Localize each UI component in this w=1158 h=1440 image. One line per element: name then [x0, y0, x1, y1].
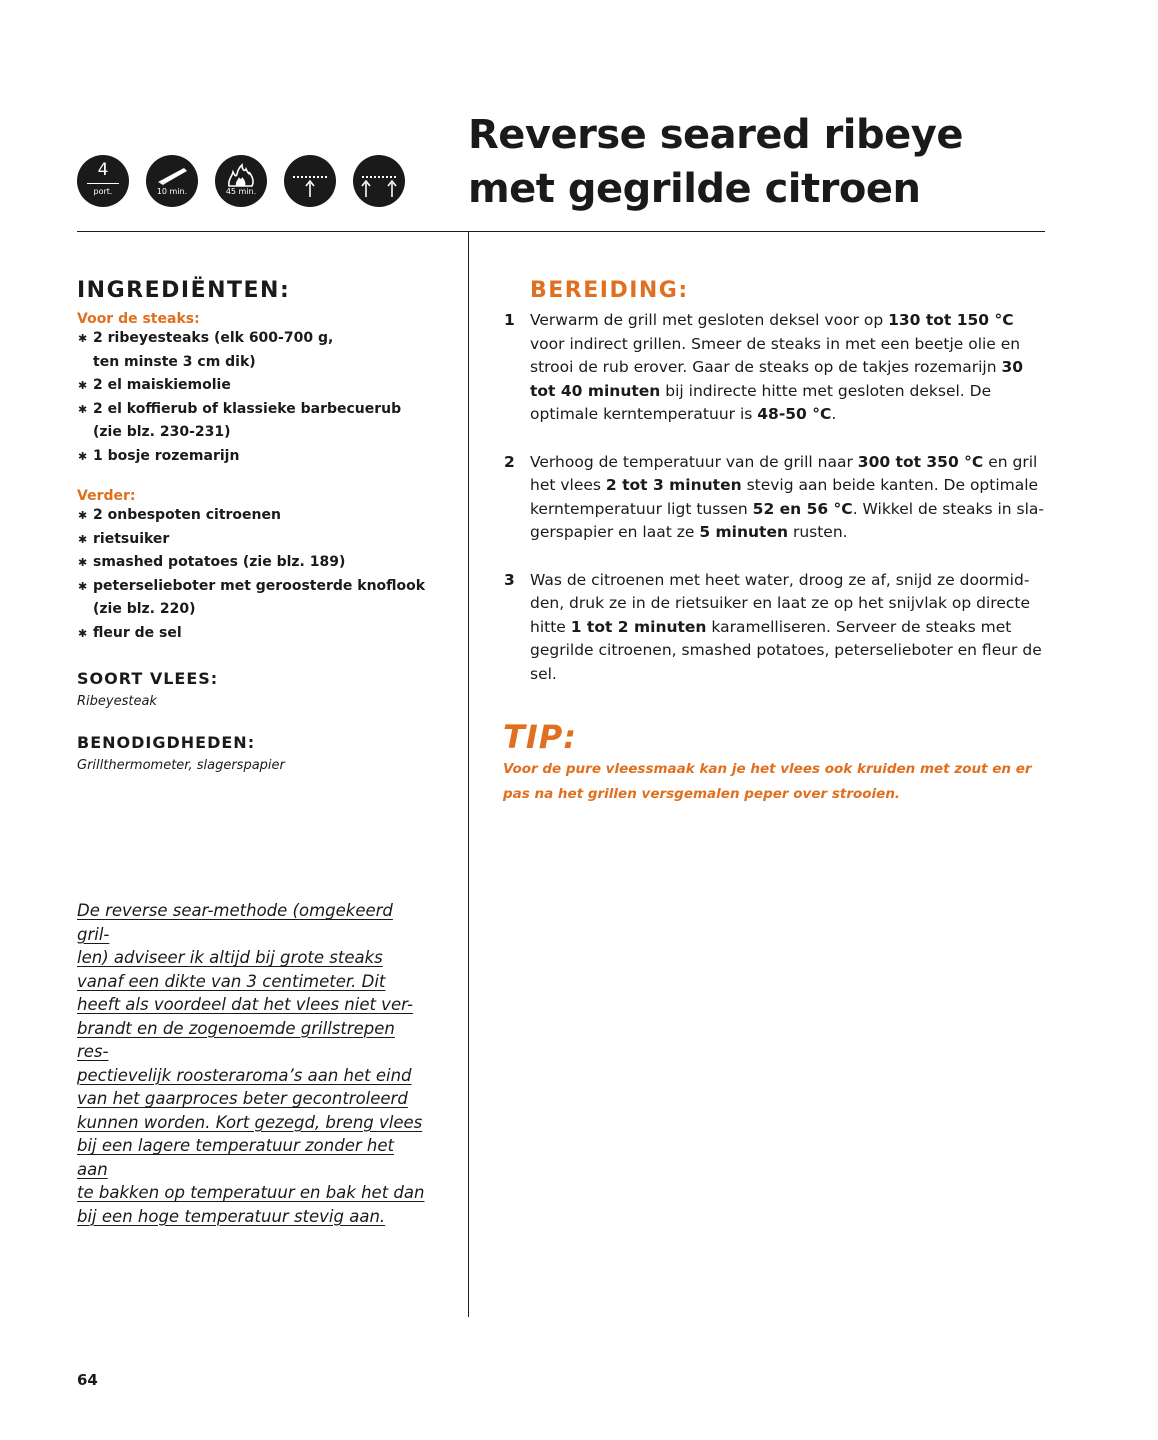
step-run: .	[831, 405, 837, 423]
knife-icon	[146, 155, 198, 207]
ingredients-group1-title: Voor de steaks:	[77, 311, 200, 327]
handwritten-note	[77, 899, 427, 1228]
step-text	[530, 453, 1044, 542]
note-line: pectievelijk roosteraroma’s aan het eind	[77, 1065, 412, 1085]
note-line: heeft als voordeel dat het vlees niet ver-	[77, 995, 413, 1014]
step-run: en gril het vlees	[530, 452, 1038, 494]
left-column	[77, 278, 447, 773]
ingredients-group2-title: Verder:	[77, 488, 136, 504]
note-line: bij een hoge temperatuur stevig aan.	[77, 1206, 386, 1226]
step-run: Verhoog de temperatuur van de grill naar	[530, 452, 858, 471]
ingredient-item: ✱ 2 el koffierub of klassieke barbecuerub (zie blz. 230-231)	[78, 400, 402, 440]
step-emphasis: 52 en 56 °C	[752, 499, 853, 518]
note-line: len) adviseer ik altijd bij grote steaks	[77, 948, 383, 967]
preparation-step	[500, 309, 1045, 427]
recipe-title	[468, 108, 1088, 216]
step-emphasis: 2 tot 3 minuten	[605, 476, 742, 494]
meat-value: Ribeyesteak	[77, 694, 157, 709]
direct-heat-icon	[353, 155, 405, 207]
step-number: 2	[504, 452, 515, 471]
step-emphasis: 300 tot 350 °C	[857, 452, 984, 471]
step-run: karamelliseren. Serveer de steaks met gegrilde citroenen, smashed potatoes, peterselieboter en fleur de sel.	[530, 617, 1042, 683]
preparation-heading: BEREIDING:	[530, 278, 689, 303]
portions-value: 4	[97, 160, 109, 180]
ingredient-item: ✱ rietsuiker	[78, 530, 170, 547]
step-number: 3	[504, 570, 515, 589]
portions-icon	[77, 155, 129, 207]
note-line: brandt en de zogenoemde grillstrepen res-	[77, 1018, 395, 1061]
ingredient-item: ✱ 2 onbespoten citroenen	[78, 507, 281, 523]
ingredients-heading: INGREDIËNTEN:	[77, 278, 291, 303]
note-line: te bakken op temperatuur en bak het dan	[77, 1183, 425, 1202]
page-number: 64	[77, 1371, 98, 1389]
step-run: Was de citroenen met heet water, droog ze af, snijd ze doormidden, druk ze in de rietsuiker en laat ze op het snijvlak op directe hitte	[530, 570, 1031, 636]
preparation-step	[500, 569, 1045, 687]
portions-label: port.	[93, 187, 113, 196]
equipment-heading: BENODIGDHEDEN:	[77, 733, 256, 752]
note-line: bij een lagere temperatuur zonder het aan	[77, 1136, 394, 1179]
preparation-step	[500, 451, 1045, 545]
step-run: rusten.	[788, 523, 848, 541]
tip-heading: TIP:	[503, 718, 577, 756]
step-run: voor indirect grillen. Smeer de steaks in met een beetje olie en strooi de rub erover. Gaar de steaks op de takjes rozemarijn	[530, 334, 1021, 376]
title-line-2: met gegrilde citroen	[468, 166, 921, 212]
right-column	[500, 278, 1045, 686]
ingredient-item: ✱ fleur de sel	[78, 624, 182, 641]
step-emphasis: 48-50 °C	[757, 405, 832, 423]
step-text	[530, 571, 1042, 683]
prep-time: 10 min.	[156, 187, 188, 196]
header-divider	[77, 231, 1045, 232]
step-number: 1	[504, 311, 515, 329]
note-line: kunnen worden. Kort gezegd, breng vlees	[77, 1112, 423, 1132]
cook-time: 45 min.	[225, 187, 257, 196]
step-emphasis: 1 tot 2 minuten	[570, 617, 707, 636]
step-emphasis: 130 tot 150 °C	[888, 311, 1014, 329]
flame-icon	[215, 155, 267, 207]
indirect-heat-icon	[284, 155, 336, 207]
recipe-icons	[77, 155, 405, 207]
step-run: stevig aan beide kanten. De optimale kerntemperatuur ligt tussen	[530, 476, 1039, 518]
note-line: De reverse sear-methode (omgekeerd gril-	[77, 901, 393, 944]
ingredients-list-2	[77, 504, 447, 645]
meat-heading: SOORT VLEES:	[77, 669, 219, 688]
title-line-1: Reverse seared ribeye	[468, 112, 963, 158]
ingredient-item: ✱ 2 el maiskiemolie	[78, 377, 231, 393]
step-emphasis: 30 tot 40 minuten	[530, 358, 1024, 400]
tip-text: Voor de pure vleessmaak kan je het vlees ook kruiden met zout en er pas na het grillen versgemalen peper over strooien.	[503, 761, 1032, 802]
ingredient-item: ✱ smashed potatoes (zie blz. 189)	[78, 554, 346, 570]
equipment-value: Grillthermometer, slagerspapier	[77, 758, 285, 773]
step-emphasis: 5 minuten	[699, 523, 789, 541]
ingredient-item: ✱ 2 ribeyesteaks (elk 600-700 g, ten minste 3 cm dik)	[78, 330, 334, 370]
column-divider	[468, 231, 469, 1317]
ingredients-list-1	[77, 327, 447, 468]
note-line: van het gaarproces beter gecontroleerd	[77, 1089, 408, 1108]
step-text	[530, 311, 1023, 423]
step-run: Verwarm de grill met gesloten deksel voor op	[530, 311, 889, 329]
ingredient-item: ✱ 1 bosje rozemarijn	[78, 447, 240, 464]
step-run: . Wikkel de steaks in slagerspapier en laat ze	[530, 499, 1045, 541]
step-run: bij indirecte hitte met gesloten deksel. De optimale kerntemperatuur is	[530, 381, 992, 423]
note-line: vanaf een dikte van 3 centimeter. Dit	[77, 971, 386, 991]
ingredient-item: ✱ peterselieboter met geroosterde knoflook (zie blz. 220)	[78, 577, 426, 617]
